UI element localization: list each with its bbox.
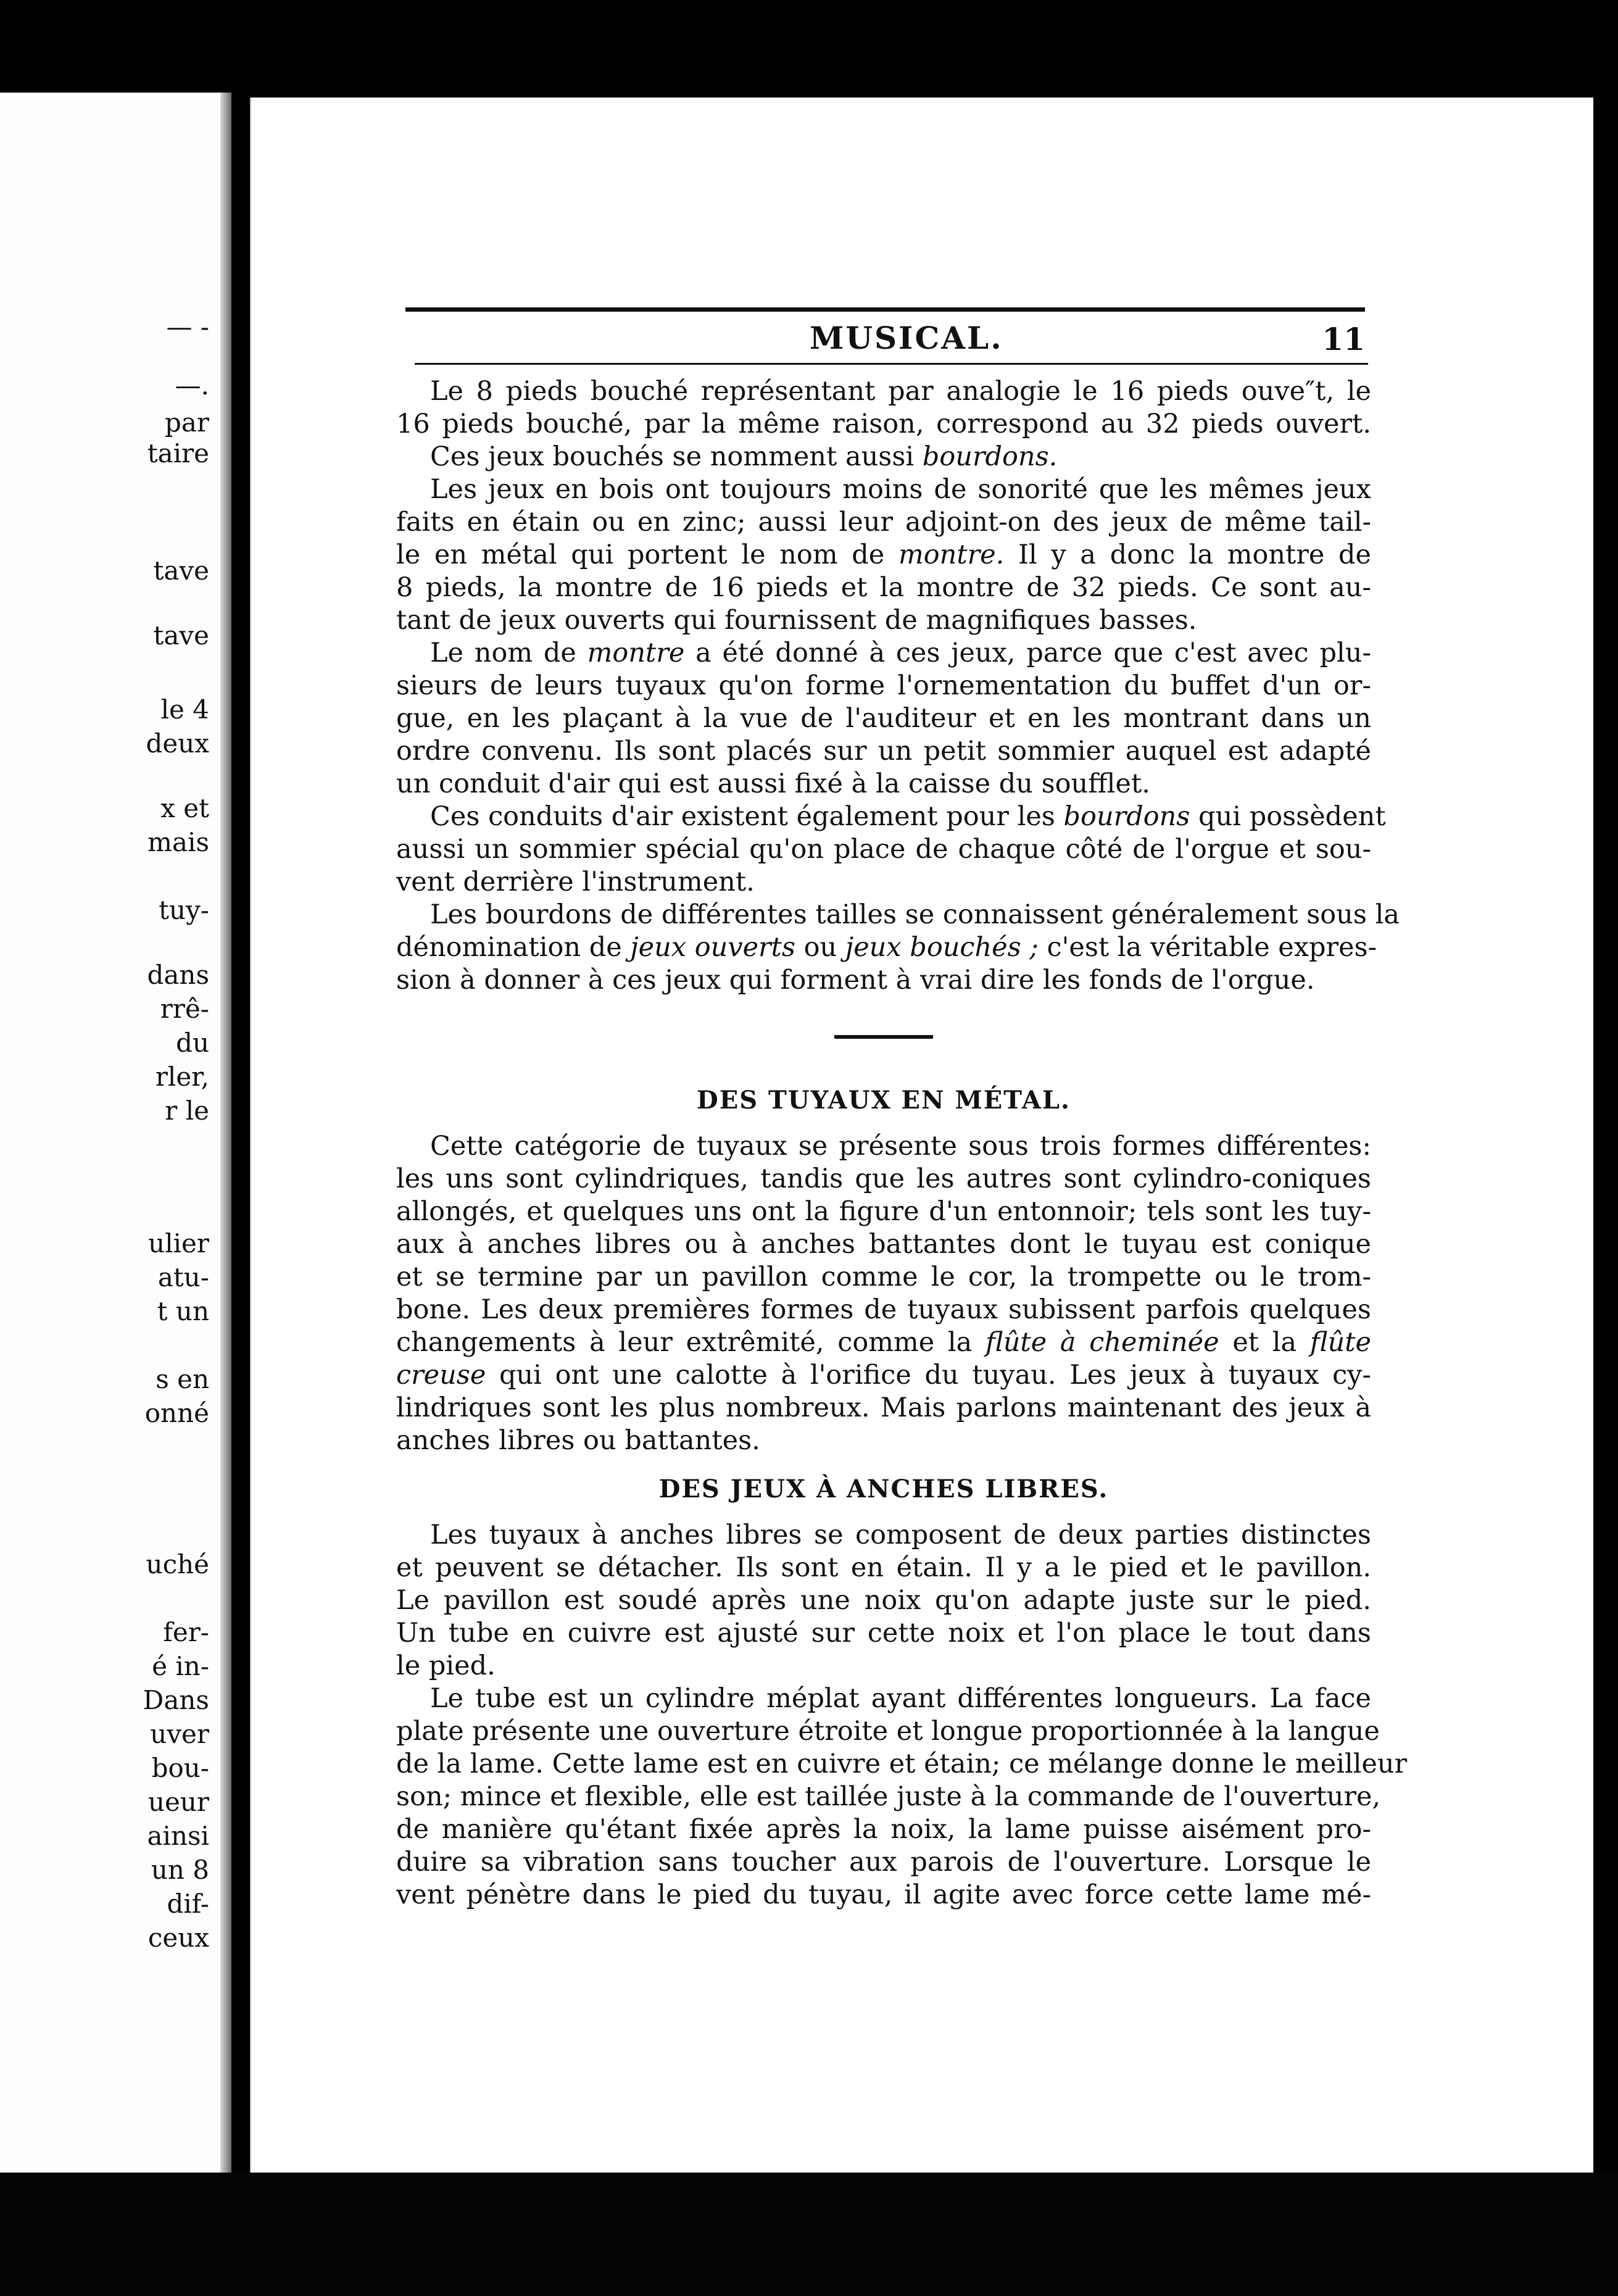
paragraph-anches-1 bbox=[396, 1519, 1371, 1682]
text-segment: et la bbox=[1232, 1327, 1297, 1358]
text-line bbox=[396, 1359, 1371, 1392]
text-segment: Il y a donc la montre de bbox=[1018, 539, 1372, 570]
text-line: aux à anches libres ou à anches battantes dont le tuyau est conique bbox=[396, 1229, 1371, 1260]
left-page-fragment: ueur bbox=[147, 1787, 209, 1817]
left-page-fragment: —. bbox=[175, 370, 209, 401]
text-line bbox=[396, 801, 1386, 833]
left-page-fragment: un 8 bbox=[151, 1855, 209, 1885]
text-line: allongés, et quelques uns ont la figure d'un entonnoir; tels sont les tuy- bbox=[396, 1196, 1371, 1227]
page-number: 11 bbox=[1322, 321, 1365, 357]
italic-term: jeux ouverts bbox=[630, 932, 795, 963]
text-line: duire sa vibration sans toucher aux parois de l'ouverture. Lorsque le bbox=[396, 1847, 1371, 1878]
left-page-fragment: du bbox=[176, 1028, 209, 1058]
italic-term: montre. bbox=[898, 539, 1005, 570]
text-line bbox=[396, 539, 1371, 572]
text-line: Le 8 pieds bouché représentant par analogie le 16 pieds ouve″t, le bbox=[430, 376, 1371, 407]
paragraph-bourdons bbox=[396, 899, 1400, 997]
section-heading-anches: DES JEUX À ANCHES LIBRES. bbox=[658, 1475, 1109, 1504]
text-line: son; mince et flexible, elle est taillée juste à la commande de l'ouverture, bbox=[396, 1781, 1381, 1812]
left-page-fragment: mais bbox=[147, 827, 209, 857]
text-line: aussi un sommier spécial qu'on place de chaque côté de l'orgue et sou- bbox=[396, 834, 1371, 865]
paragraph-anches-2 bbox=[396, 1682, 1408, 1911]
left-page-fragment: — - bbox=[166, 312, 209, 342]
italic-term: jeux bouchés ; bbox=[845, 932, 1039, 963]
left-page-fragment: deux bbox=[146, 728, 209, 759]
text-segment: c'est la véritable expres- bbox=[1047, 932, 1377, 963]
text-segment: changements à leur extrêmité, comme la bbox=[396, 1327, 973, 1358]
left-page-fragment: taire bbox=[147, 438, 209, 468]
gutter-shadow bbox=[220, 93, 231, 2173]
right-page bbox=[250, 98, 1593, 2173]
left-page-fragment: rrê- bbox=[160, 994, 209, 1024]
text-segment: le en métal qui portent le nom de bbox=[396, 539, 885, 570]
text-line: 16 pieds bouché, par la même raison, correspond au 32 pieds ouvert. bbox=[396, 409, 1371, 439]
text-segment: qui ont une calotte à l'orifice du tuyau. Les jeux à tuyaux cy- bbox=[499, 1360, 1372, 1391]
text-line: et se termine par un pavillon comme le cor, la trompette ou le trom- bbox=[396, 1262, 1371, 1292]
paragraph-montre bbox=[396, 473, 1371, 637]
text-line: sieurs de leurs tuyaux qu'on forme l'ornementation du buffet d'un or- bbox=[396, 670, 1371, 701]
italic-term: bourdons. bbox=[922, 441, 1058, 472]
left-page-fragment: Dans bbox=[143, 1685, 209, 1715]
left-page-fragment: tuy- bbox=[159, 895, 209, 925]
text-line: Un tube en cuivre est ajusté sur cette noix et l'on place le tout dans bbox=[396, 1618, 1371, 1649]
left-page-fragment: tave bbox=[153, 555, 209, 586]
left-page-fragment: r le bbox=[165, 1096, 209, 1126]
left-page-fragment: x et bbox=[160, 793, 209, 823]
text-segment: Ces conduits d'air existent également pour les bbox=[430, 801, 1055, 832]
text-line: ordre convenu. Ils sont placés sur un petit sommier auquel est adapté bbox=[396, 736, 1371, 767]
text-line bbox=[396, 931, 1377, 964]
italic-term: flûte à cheminée bbox=[985, 1327, 1219, 1358]
italic-term: montre bbox=[587, 638, 685, 668]
text-line: Cette catégorie de tuyaux se présente sous trois formes différentes: bbox=[430, 1131, 1371, 1162]
text-line: 8 pieds, la montre de 16 pieds et la montre de 32 pieds. Ce sont au- bbox=[396, 572, 1371, 603]
scan-bottom-border bbox=[0, 2173, 1618, 2296]
text-line: vent derrière l'instrument. bbox=[396, 867, 755, 897]
left-page-fragment: dif- bbox=[167, 1889, 209, 1919]
paragraph-tuyaux-metal bbox=[396, 1130, 1371, 1457]
text-line: lindriques sont les plus nombreux. Mais parlons maintenant des jeux à bbox=[396, 1392, 1371, 1423]
text-segment: ou bbox=[803, 932, 837, 963]
left-page-fragment: tave bbox=[153, 620, 209, 651]
page-body bbox=[396, 375, 1408, 1911]
text-line: de manière qu'étant fixée après la noix, la lame puisse aisément pro- bbox=[396, 1814, 1371, 1845]
left-page-fragment: atu- bbox=[157, 1262, 209, 1292]
left-page-fragment: le 4 bbox=[160, 694, 209, 725]
text-line: gue, en les plaçant à la vue de l'auditeur et en les montrant dans un bbox=[396, 703, 1371, 734]
running-header bbox=[415, 320, 1365, 363]
text-line bbox=[396, 1326, 1371, 1359]
text-line bbox=[396, 441, 1371, 473]
text-line: et peuvent se détacher. Ils sont en étain. Il y a le pied et le pavillon. bbox=[396, 1552, 1371, 1583]
left-page-fragment: rler, bbox=[155, 1062, 209, 1092]
text-line: de la lame. Cette lame est en cuivre et étain; ce mélange donne le meilleur bbox=[396, 1749, 1408, 1779]
left-page-fragment: s en bbox=[156, 1364, 209, 1394]
text-line: faits en étain ou en zinc; aussi leur adjoint-on des jeux de même tail- bbox=[396, 507, 1371, 538]
left-page-fragment: ulier bbox=[148, 1228, 209, 1258]
text-line: bone. Les deux premières formes de tuyaux subissent parfois quelques bbox=[396, 1294, 1371, 1325]
text-line: tant de jeux ouverts qui fournissent de magnifiques basses. bbox=[396, 605, 1197, 636]
text-segment: qui possèdent bbox=[1198, 801, 1386, 832]
italic-term: flûte bbox=[1309, 1327, 1371, 1358]
left-page-fragment: t un bbox=[157, 1296, 209, 1326]
paragraph-bouches bbox=[396, 375, 1371, 473]
left-page-fragment: ainsi bbox=[147, 1821, 209, 1851]
left-page-fragment: fer- bbox=[163, 1617, 209, 1647]
left-page-strip bbox=[0, 93, 231, 2173]
header-rule-top bbox=[405, 307, 1365, 312]
text-segment: Le nom de bbox=[430, 638, 576, 668]
left-page-fragment: uché bbox=[146, 1549, 209, 1579]
text-line: Les tuyaux à anches libres se composent de deux parties distinctes bbox=[430, 1520, 1371, 1550]
text-line: le pied. bbox=[396, 1650, 496, 1681]
left-page-fragment: ceux bbox=[147, 1923, 209, 1953]
text-line: un conduit d'air qui est aussi fixé à la caisse du soufflet. bbox=[396, 768, 1150, 799]
text-line: Le pavillon est soudé après une noix qu'on adapte juste sur le pied. bbox=[396, 1585, 1371, 1616]
text-line bbox=[396, 637, 1371, 670]
left-page-fragment: é in- bbox=[152, 1651, 209, 1681]
italic-term: creuse bbox=[396, 1360, 486, 1391]
text-line: les uns sont cylindriques, tandis que les autres sont cylindro-coniques bbox=[396, 1163, 1371, 1194]
left-page-fragment: uver bbox=[150, 1719, 209, 1749]
left-page-fragment: dans bbox=[147, 960, 209, 990]
text-line: Les bourdons de différentes tailles se connaissent généralement sous la bbox=[430, 899, 1400, 930]
text-line: anches libres ou battantes. bbox=[396, 1425, 760, 1456]
left-page-fragment: bou- bbox=[151, 1753, 209, 1783]
text-line: plate présente une ouverture étroite et longue proportionnée à la langue bbox=[396, 1716, 1380, 1747]
left-page-fragment: onné bbox=[144, 1398, 209, 1428]
header-rule-bottom bbox=[415, 363, 1368, 365]
italic-term: bourdons bbox=[1063, 801, 1190, 832]
text-segment: Ces jeux bouchés se nomment aussi bbox=[430, 441, 915, 472]
running-title: MUSICAL. bbox=[810, 320, 1003, 356]
paragraph-nom-montre bbox=[396, 637, 1371, 801]
left-page-fragment: par bbox=[164, 407, 209, 438]
text-line: sion à donner à ces jeux qui forment à vrai dire les fonds de l'orgue. bbox=[396, 965, 1315, 996]
text-segment: a été donné à ces jeux, parce que c'est avec plu- bbox=[695, 638, 1372, 668]
text-line: Le tube est un cylindre méplat ayant différentes longueurs. La face bbox=[430, 1683, 1371, 1714]
paragraph-conduits bbox=[396, 801, 1386, 899]
text-line: vent pénètre dans le pied du tuyau, il agite avec force cette lame mé- bbox=[396, 1879, 1371, 1910]
section-heading-metal: DES TUYAUX EN MÉTAL. bbox=[697, 1086, 1071, 1115]
text-line: Les jeux en bois ont toujours moins de sonorité que les mêmes jeux bbox=[430, 474, 1371, 505]
text-segment: dénomination de bbox=[396, 932, 622, 963]
